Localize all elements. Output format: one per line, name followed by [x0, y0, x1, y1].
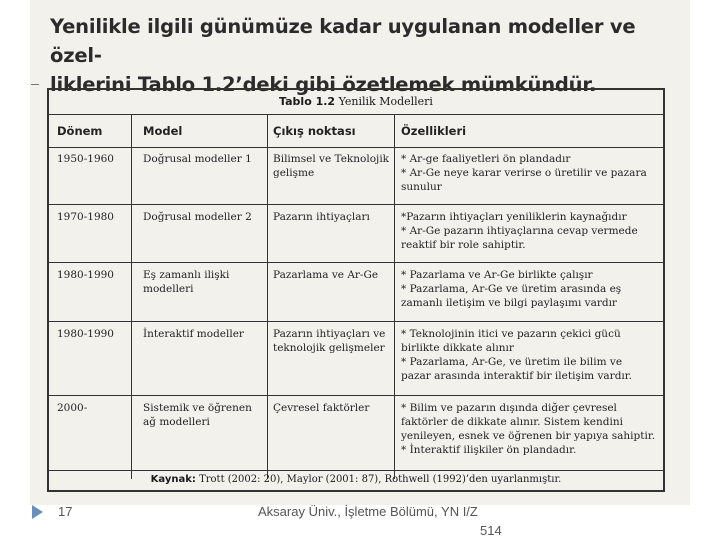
feature-line: zamanlı iletişim ve bilgi paylaşımı vardır [401, 297, 617, 309]
table-rule [49, 395, 663, 396]
table-title [49, 90, 663, 114]
source-label: Kaynak: [150, 474, 196, 485]
feature-line: yenileyen, esnek ve öğrenen bir yapıya sahiptir. [401, 430, 656, 442]
feature-line: * Pazarlama, Ar-Ge ve üretim arasında eş [401, 283, 622, 295]
page-number: 17 [58, 504, 73, 519]
feature-line: * Ar-Ge neye karar verirse o üretilir ve pazara [401, 167, 647, 179]
intro-paragraph [50, 12, 680, 99]
cell-model: İnteraktif modeller [143, 328, 244, 340]
innovation-models-table [47, 88, 665, 492]
feature-line: *Pazarın ihtiyaçları yeniliklerin kaynağıdır [401, 211, 627, 223]
cell-period: 1980-1990 [57, 269, 114, 281]
header-period: Dönem [57, 124, 103, 138]
table-source [49, 471, 663, 489]
cell-exit-point: Pazarın ihtiyaçları [273, 211, 370, 223]
cell-features [401, 268, 663, 310]
intro-line-1: Yenilikle ilgili günümüze kadar uygulanan modeller ve özel- [50, 15, 636, 67]
table-rule [49, 147, 663, 148]
feature-line: pazar arasında interaktif bir iletişim vardır. [401, 370, 632, 382]
intro-line-2: liklerini Tablo 1.2’deki gibi özetlemek mümkündür. [50, 73, 597, 96]
cell-features [401, 401, 663, 457]
feature-line: birlikte dikkate alınır [401, 342, 514, 354]
cell-exit-point: Pazarın ihtiyaçları ve teknolojik gelişmeler [273, 328, 386, 354]
feature-line: faktörler de dikkate alınır. Sistem kendini [401, 416, 623, 428]
column-divider [131, 114, 132, 479]
slide-number: 514 [480, 523, 502, 538]
cell-features [401, 327, 663, 383]
feature-line: sunulur [401, 181, 442, 193]
feature-line: * Teknolojinin itici ve pazarın çekici gücü [401, 328, 621, 340]
margin-tick [31, 84, 39, 85]
feature-line: * İnteraktif ilişkiler ön plandadır. [401, 444, 577, 456]
cell-model: Sistemik ve öğrenen ağ modelleri [143, 402, 252, 428]
feature-line: * Pazarlama, Ar-Ge, ve üretim ile bilim ve [401, 356, 623, 368]
table-rule [49, 321, 663, 322]
cell-period: 1950-1960 [57, 153, 114, 165]
footer-institution: Aksaray Üniv., İşletme Bölümü, YN I/Z [258, 504, 478, 519]
bullet-arrow-icon [32, 505, 43, 519]
table-rule [49, 262, 663, 263]
table-rule [49, 204, 663, 205]
cell-period: 2000- [57, 402, 88, 414]
cell-period: 1980-1990 [57, 328, 114, 340]
table-title-text: Yenilik Modelleri [335, 95, 433, 108]
cell-model: Eş zamanlı ilişki modelleri [143, 269, 230, 295]
feature-line: * Bilim ve pazarın dışında diğer çevresel [401, 402, 617, 414]
feature-line: reaktif bir role sahiptir. [401, 239, 526, 251]
cell-exit-point: Bilimsel ve Teknolojik gelişme [273, 153, 390, 179]
cell-period: 1970-1980 [57, 211, 114, 223]
cell-model: Doğrusal modeller 1 [143, 153, 252, 165]
source-text: Trott (2002: 20), Maylor (2001: 87), Rothwell (1992)’den uyarlanmıştır. [195, 474, 562, 485]
header-features: Özellikleri [401, 124, 467, 138]
cell-features [401, 210, 663, 252]
table-title-label: Tablo 1.2 [279, 95, 336, 108]
feature-line: * Ar-ge faaliyetleri ön plandadır [401, 153, 571, 165]
cell-exit-point: Pazarlama ve Ar-Ge [273, 269, 379, 281]
table-rule [49, 114, 663, 115]
header-exit-point: Çıkış noktası [273, 124, 356, 138]
cell-model: Doğrusal modeller 2 [143, 211, 252, 223]
feature-line: * Pazarlama ve Ar-Ge birlikte çalışır [401, 269, 593, 281]
header-model: Model [143, 124, 183, 138]
cell-exit-point: Çevresel faktörler [273, 402, 370, 414]
cell-features [401, 152, 663, 194]
feature-line: * Ar-Ge pazarın ihtiyaçlarına cevap vermede [401, 225, 638, 237]
column-divider [267, 114, 268, 479]
